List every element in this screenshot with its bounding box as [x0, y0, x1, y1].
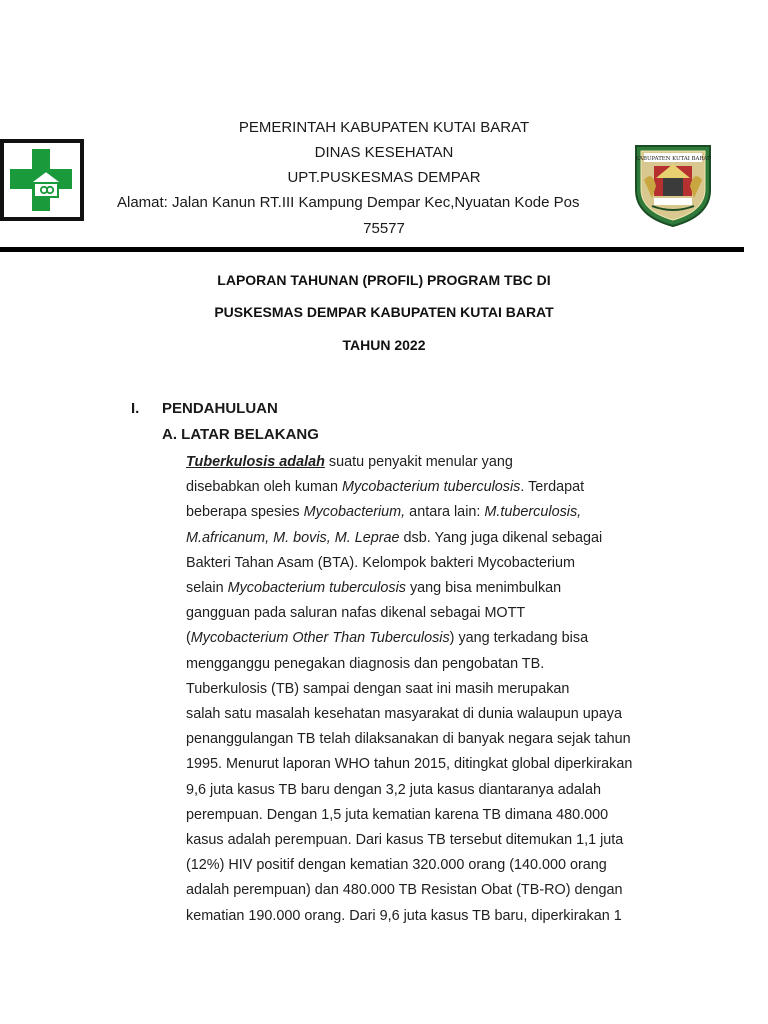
- body-line: [186, 626, 676, 651]
- defined-term: Tuberkulosis adalah: [186, 454, 325, 470]
- text-run: antara lain:: [405, 504, 485, 521]
- letterhead-government: PEMERINTAH KABUPATEN KUTAI BARAT: [238, 119, 530, 136]
- svg-text:KABUPATEN KUTAI BARAT: KABUPATEN KUTAI BARAT: [635, 156, 711, 162]
- body-line: adalah perempuan) dan 480.000 TB Resistan Obat (TB-RO) dengan: [186, 882, 623, 899]
- letterhead-address: Alamat: Jalan Kanun RT.III Kampung Dempar Kec,Nyuatan Kode Pos: [117, 194, 580, 211]
- body-paragraph: [186, 450, 676, 929]
- body-line: (12%) HIV positif dengan kematian 320.000 orang (140.000 orang: [186, 857, 607, 874]
- body-line: perempuan. Dengan 1,5 juta kematian karena TB dimana 480.000: [186, 806, 609, 823]
- italic-run: Mycobacterium tuberculosis: [342, 479, 521, 496]
- letterhead-divider: [0, 247, 744, 252]
- italic-run: Mycobacterium Other Than Tuberculosis: [190, 630, 450, 647]
- report-year: TAHUN 2022: [342, 337, 426, 353]
- text-run: suatu penyakit menular yang: [324, 454, 513, 470]
- body-line: [186, 526, 676, 551]
- letterhead-unit: UPT.PUSKESMAS DEMPAR: [287, 169, 481, 186]
- text-run: disebabkan oleh kuman: [186, 479, 343, 496]
- body-line: [186, 450, 676, 475]
- subsection-title: A. LATAR BELAKANG: [162, 426, 319, 443]
- kutai-barat-seal: [630, 140, 716, 228]
- regency-seal-icon: [630, 140, 716, 228]
- body-line: 1995. Menurut laporan WHO tahun 2015, ditingkat global diperkirakan: [186, 756, 633, 773]
- body-line: [186, 475, 676, 500]
- body-line: mengganggu penegakan diagnosis dan pengobatan TB.: [186, 655, 545, 672]
- body-line: salah satu masalah kesehatan masyarakat di dunia walaupun upaya: [186, 706, 622, 723]
- body-line: penanggulangan TB telah dilaksanakan di banyak negara sejak tahun: [186, 731, 631, 748]
- italic-run: M.africanum, M. bovis, M. Leprae: [186, 529, 400, 546]
- text-run: yang bisa menimbulkan: [405, 580, 562, 597]
- section-number: I.: [131, 400, 140, 417]
- section-title: PENDAHULUAN: [162, 400, 278, 417]
- body-line: Bakteri Tahan Asam (BTA). Kelompok bakteri Mycobacterium: [186, 554, 575, 571]
- body-line: kematian 190.000 orang. Dari 9,6 juta kasus TB baru, diperkirakan 1: [186, 907, 622, 924]
- letterhead-postal-code: 75577: [363, 220, 405, 237]
- letterhead-agency: DINAS KESEHATAN: [314, 144, 454, 161]
- italic-run: Mycobacterium,: [303, 504, 406, 521]
- body-line: 9,6 juta kasus TB baru dengan 3,2 juta kasus diantaranya adalah: [186, 781, 601, 798]
- report-title-line-2: PUSKESMAS DEMPAR KABUPATEN KUTAI BARAT: [214, 304, 554, 320]
- italic-run: M.tuberculosis,: [484, 504, 582, 521]
- body-line: [186, 576, 676, 601]
- body-line: Tuberkulosis (TB) sampai dengan saat ini masih merupakan: [186, 680, 570, 697]
- report-title-line-1: LAPORAN TAHUNAN (PROFIL) PROGRAM TBC DI: [217, 272, 551, 288]
- text-run: . Terdapat: [520, 479, 585, 496]
- body-line: [186, 500, 676, 525]
- text-run: selain: [186, 580, 228, 597]
- body-line: kasus adalah perempuan. Dari kasus TB tersebut ditemukan 1,1 juta: [186, 832, 624, 849]
- text-run: ) yang terkadang bisa: [449, 630, 589, 647]
- text-run: (: [186, 630, 191, 647]
- body-line: gangguan pada saluran nafas dikenal sebagai MOTT: [186, 605, 526, 622]
- text-run: dsb. Yang juga dikenal sebagai: [399, 529, 603, 546]
- italic-run: Mycobacterium tuberculosis: [227, 580, 406, 597]
- text-run: beberapa spesies: [186, 504, 304, 521]
